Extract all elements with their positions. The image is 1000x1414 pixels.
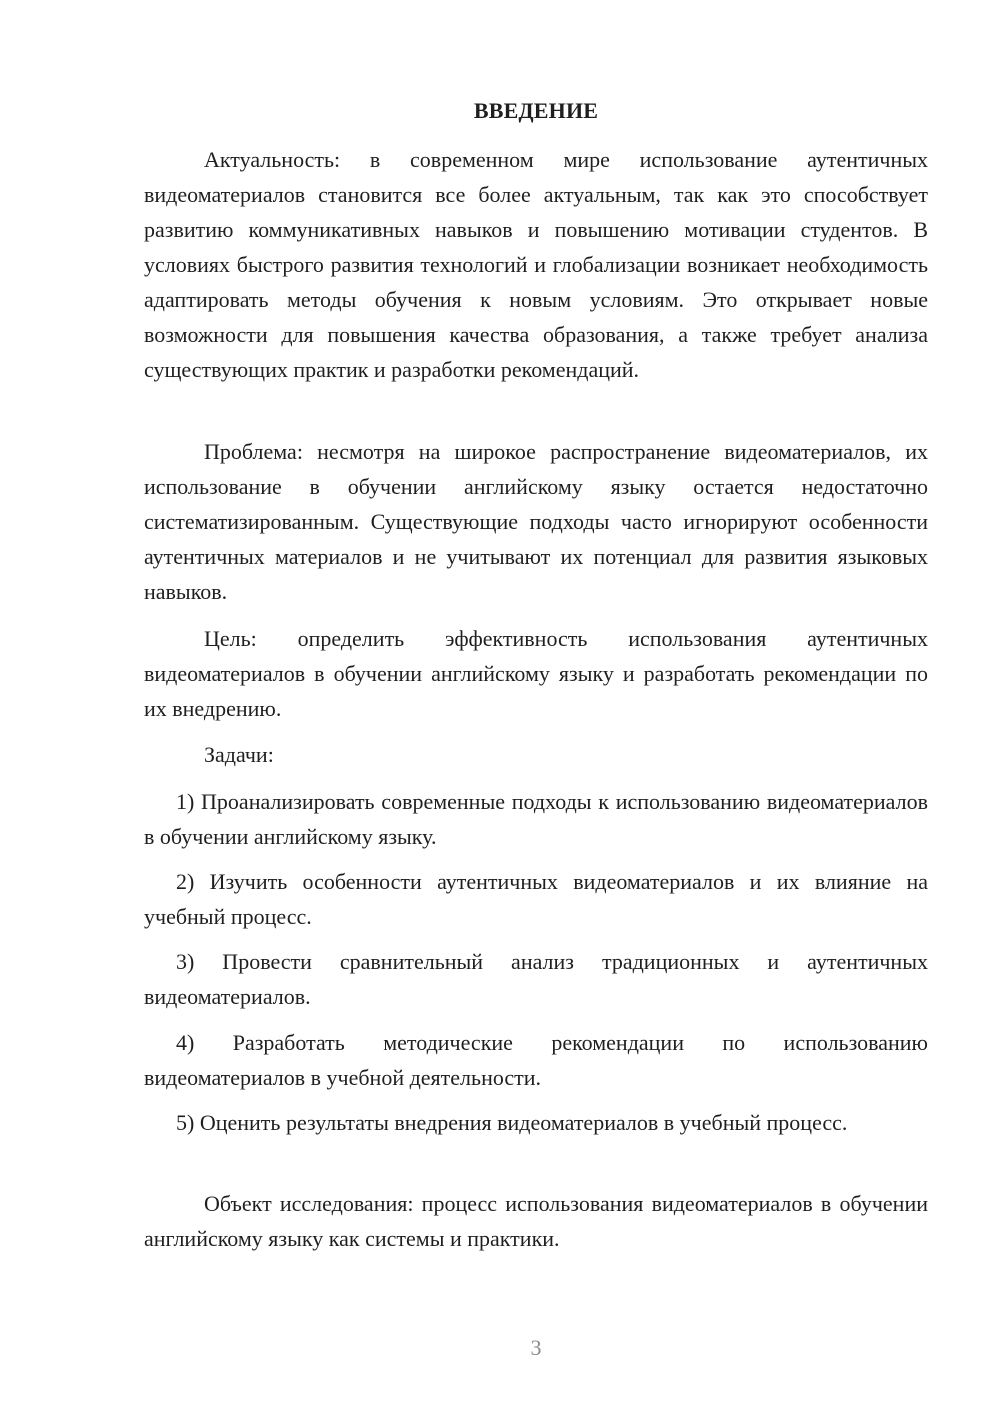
relevance-paragraph: Актуальность: в современном мире использование аутентичных видеоматериалов становится все более актуальным, так как это способствует развитию коммуникативных навыков и повышению мотивации студентов. В условиях быстрого развития технологий и глобализации возникает необходимость адаптировать методы обучения к новым условиям. Это открывает новые возможности для повышения качества образования, а также требует анализа существующих практик и разработки рекомендаций.	[144, 147, 928, 382]
page-number: 3	[530, 1335, 542, 1360]
task-item-3: 3) Провести сравнительный анализ традиционных и аутентичных видеоматериалов.	[144, 949, 928, 1009]
task-item-2: 2) Изучить особенности аутентичных видеоматериалов и их влияние на учебный процесс.	[144, 869, 928, 929]
task-item-4: 4) Разработать методические рекомендации по использованию видеоматериалов в учебной деятельности.	[144, 1030, 928, 1090]
section-heading: ВВЕДЕНИЕ	[473, 98, 599, 123]
tasks-label: Задачи:	[204, 742, 274, 767]
problem-paragraph: Проблема: несмотря на широкое распространение видеоматериалов, их использование в обучении английскому языку остается недостаточно систематизированным. Существующие подходы часто игнорируют особенности аутентичных материалов и не учитывают их потенциал для развития языковых навыков.	[144, 439, 928, 604]
task-item-5: 5) Оценить результаты внедрения видеоматериалов в учебный процесс.	[176, 1110, 848, 1135]
task-item-1: 1) Проанализировать современные подходы к использованию видеоматериалов в обучении английскому языку.	[144, 789, 928, 849]
research-object-paragraph: Объект исследования: процесс использования видеоматериалов в обучении английскому языку как системы и практики.	[144, 1191, 928, 1251]
goal-paragraph: Цель: определить эффективность использования аутентичных видеоматериалов в обучении английскому языку и разработать рекомендации по их внедрению.	[144, 626, 928, 721]
